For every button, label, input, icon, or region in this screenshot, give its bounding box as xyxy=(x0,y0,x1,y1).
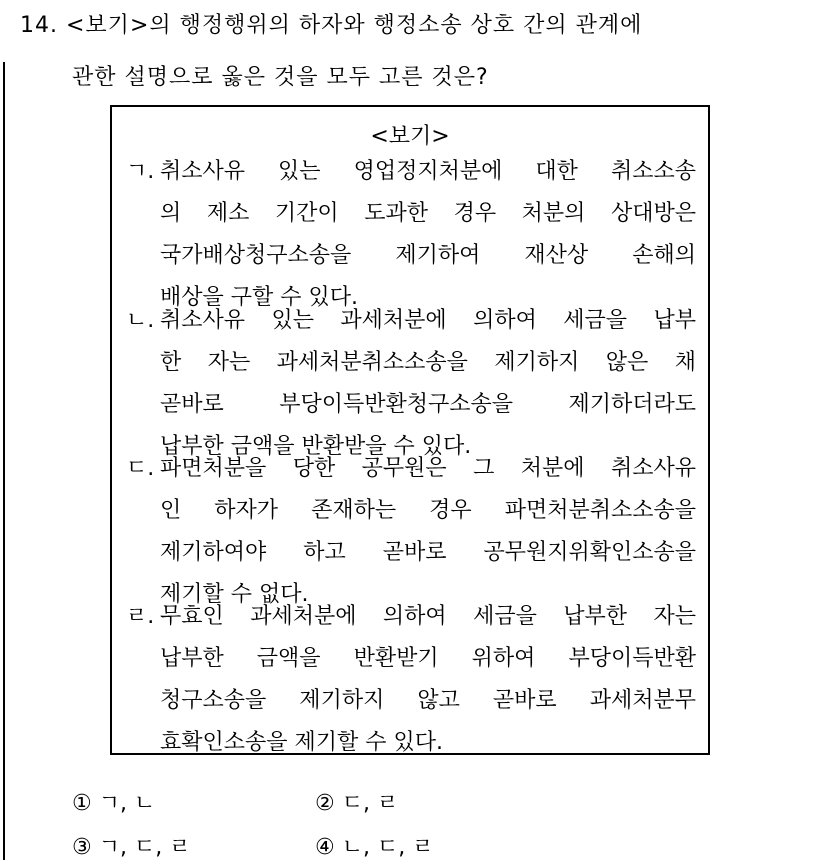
question-line-1 xyxy=(20,8,642,39)
item-line: 제기할 수 없다. xyxy=(160,582,309,607)
item-mark: ㄱ. xyxy=(126,159,155,184)
item-mark: ㄹ. xyxy=(126,604,155,629)
item-line: 인 하자가 존재하는 경우 파면처분취소소송을 xyxy=(160,498,696,523)
item-line: 청구소송을 제기하지 않고 곧바로 과세처분무 xyxy=(160,688,696,713)
option-2[interactable]: ② ㄷ, ㄹ xyxy=(315,791,399,816)
item-line: 국가배상청구소송을 제기하여 재산상 손해의 xyxy=(160,243,696,268)
item-line: 무효인 과세처분에 의하여 세금을 납부한 자는 xyxy=(160,604,696,629)
item-line: 배상을 구할 수 있다. xyxy=(160,285,358,310)
example-item-c xyxy=(126,448,696,616)
item-line: 제기하여야 하고 곧바로 공무원지위확인소송을 xyxy=(160,540,696,565)
question-number: 14. xyxy=(20,13,58,38)
item-line: 파면처분을 당한 공무원은 그 처분에 취소사유 xyxy=(160,456,696,481)
item-line: 취소사유 있는 과세처분에 의하여 세금을 납부 xyxy=(160,308,696,333)
example-box xyxy=(110,105,710,755)
example-item-a xyxy=(126,151,696,319)
example-item-d xyxy=(126,596,696,764)
item-line: 취소사유 있는 영업정지처분에 대한 취소소송 xyxy=(160,159,696,184)
question-text-1: <보기>의 행정행위의 하자와 행정소송 상호 간의 관계에 xyxy=(66,13,643,38)
item-line: 곧바로 부당이득반환청구소송을 제기하더라도 xyxy=(160,392,696,417)
example-item-b xyxy=(126,300,696,468)
item-mark: ㄷ. xyxy=(126,456,155,481)
item-mark: ㄴ. xyxy=(126,308,155,333)
option-3[interactable]: ③ ㄱ, ㄷ, ㄹ xyxy=(72,835,191,860)
item-line: 효확인소송을 제기할 수 있다. xyxy=(160,730,443,755)
item-line: 한 자는 과세처분취소소송을 제기하지 않은 채 xyxy=(160,350,696,375)
example-box-title: <보기> xyxy=(370,124,450,149)
margin-rule xyxy=(3,62,5,860)
option-4[interactable]: ④ ㄴ, ㄷ, ㄹ xyxy=(315,835,434,860)
option-1[interactable]: ① ㄱ, ㄴ xyxy=(72,791,156,816)
item-line: 의 제소 기간이 도과한 경우 처분의 상대방은 xyxy=(160,201,696,226)
question-line-2: 관한 설명으로 옳은 것을 모두 고른 것은? xyxy=(72,65,489,90)
item-line: 납부한 금액을 반환받기 위하여 부당이득반환 xyxy=(160,646,696,671)
item-line: 납부한 금액을 반환받을 수 있다. xyxy=(160,434,472,459)
